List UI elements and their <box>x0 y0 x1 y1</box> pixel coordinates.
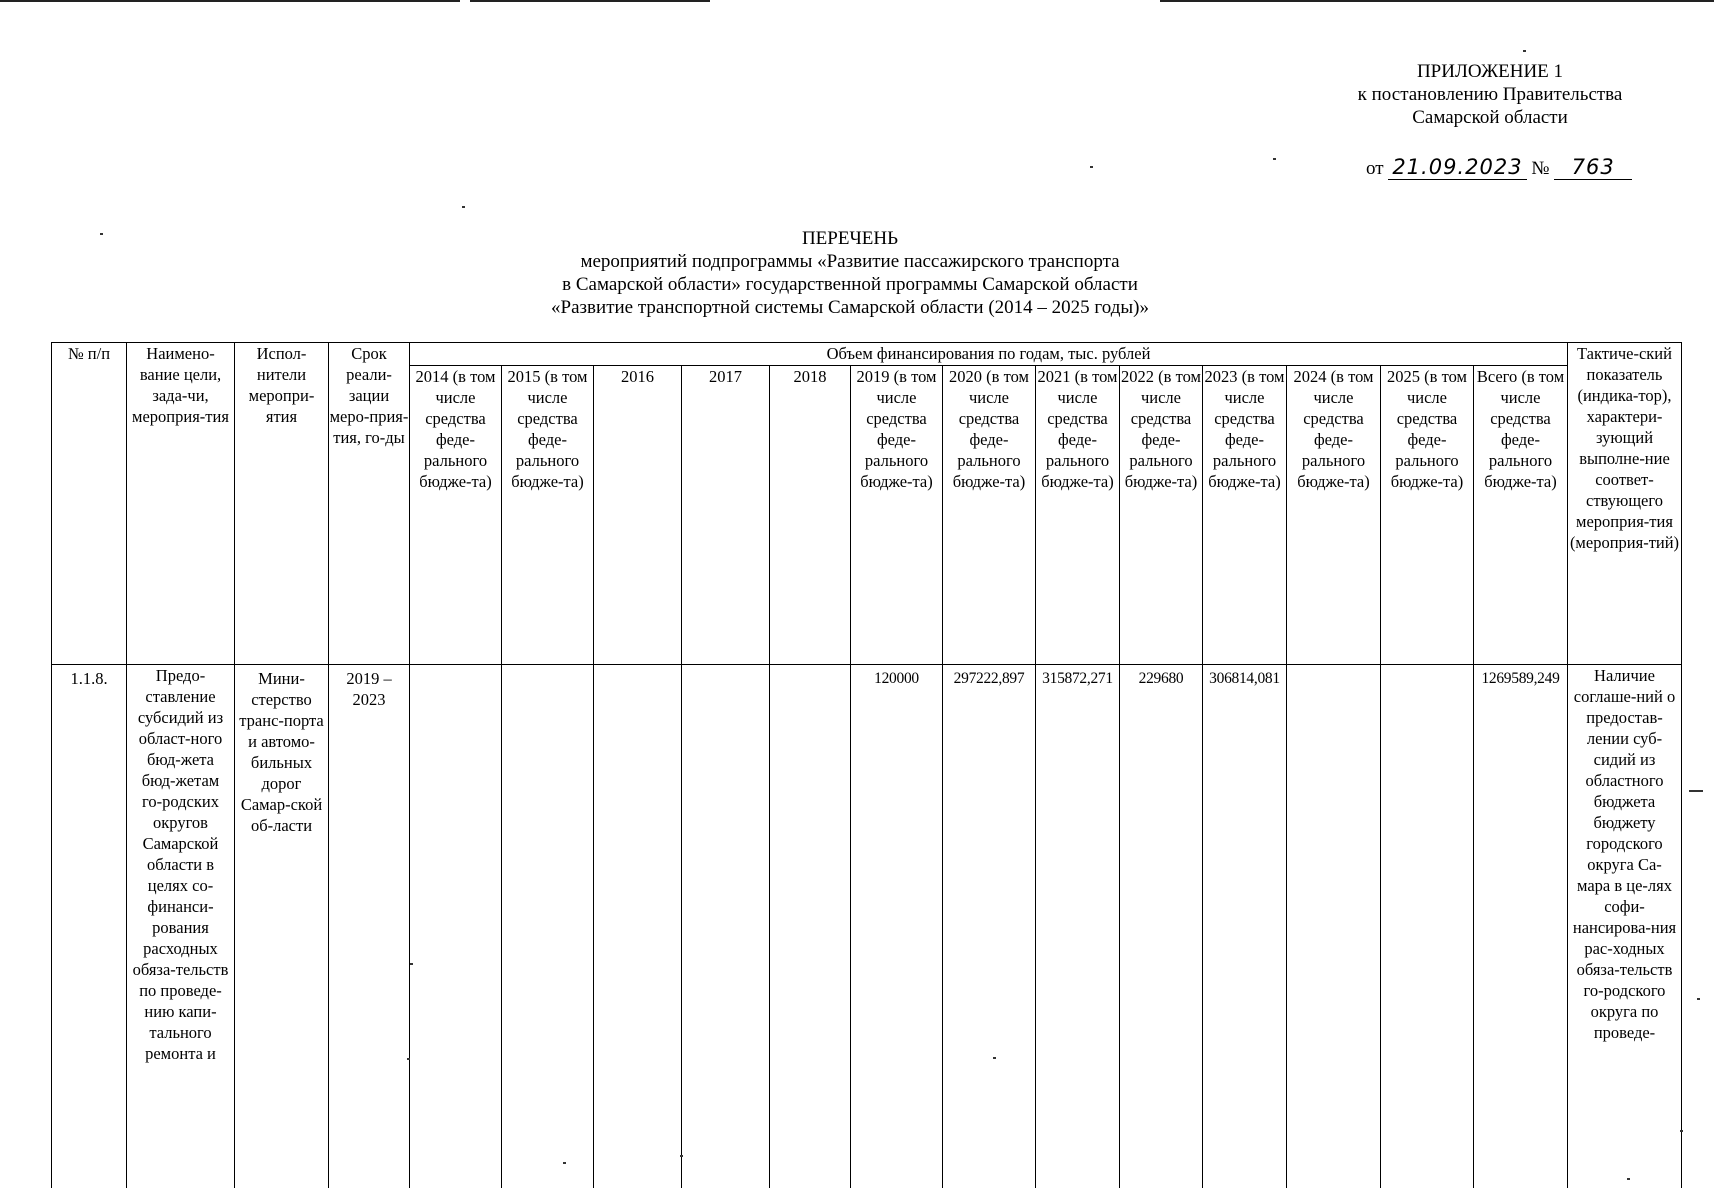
header-executors: Испол-нители меропри-ятия <box>235 343 329 665</box>
row-value-2022: 229680 <box>1120 665 1203 1189</box>
header-year-2019: 2019 (в том числе средства феде-рального бюдже-та) <box>851 366 943 665</box>
row-term: 2019 – 2023 <box>329 665 410 1189</box>
header-term: Срок реали-зации меро-прия-тия, го-ды <box>329 343 410 665</box>
header-year-2020: 2020 (в том числе средства феде-рального бюдже-та) <box>943 366 1036 665</box>
handwritten-number: 763 <box>1554 155 1632 180</box>
scan-speck <box>410 963 413 965</box>
row-value-2017 <box>682 665 770 1189</box>
scan-edge-line <box>1160 0 1714 2</box>
row-value-2015 <box>502 665 594 1189</box>
scan-edge-line <box>0 0 460 2</box>
scan-speck <box>1627 1178 1630 1180</box>
appendix-region: Самарской области <box>1412 107 1568 128</box>
scan-speck <box>1090 166 1093 168</box>
appendix-block <box>1300 60 1680 129</box>
date-prefix: от <box>1366 158 1384 179</box>
scan-speck <box>1523 50 1526 52</box>
scan-speck <box>100 233 103 235</box>
header-year-2023: 2023 (в том числе средства феде-рального бюдже-та) <box>1203 366 1287 665</box>
row-value-2023: 306814,081 <box>1203 665 1287 1189</box>
row-value-2018 <box>770 665 851 1189</box>
header-year-2024: 2024 (в том числе средства феде-рального бюдже-та) <box>1287 366 1381 665</box>
header-total: Всего (в том числе средства феде-рального бюдже-та) <box>1474 366 1568 665</box>
scan-speck <box>993 1057 996 1059</box>
header-year-2014: 2014 (в том числе средства феде-рального бюдже-та) <box>410 366 502 665</box>
scan-speck <box>462 206 465 208</box>
resolution-reference <box>1366 155 1632 180</box>
row-value-2021: 315872,271 <box>1036 665 1120 1189</box>
scan-speck <box>1697 998 1700 1000</box>
scan-speck <box>680 1155 683 1157</box>
header-year-2016: 2016 <box>594 366 682 665</box>
scan-speck <box>563 1162 566 1164</box>
scan-edge-line <box>470 0 710 2</box>
row-value-2025 <box>1381 665 1474 1189</box>
title-line-4: «Развитие транспортной системы Самарской области (2014 – 2025 годы)» <box>551 297 1149 318</box>
number-sign: № <box>1531 158 1550 179</box>
row-executors: Мини-стерство транс-порта и автомо-бильных дорог Самар-ской об-ласти <box>235 665 329 1189</box>
appendix-title: ПРИЛОЖЕНИЕ 1 <box>1416 61 1564 82</box>
title-line-3: в Самарской области» государственной программы Самарской области <box>562 274 1138 295</box>
header-year-2022: 2022 (в том числе средства феде-рального бюдже-та) <box>1120 366 1203 665</box>
row-value-2024 <box>1287 665 1381 1189</box>
scan-speck <box>1273 158 1276 160</box>
header-name: Наимено-вание цели, зада-чи, мероприя-тия <box>127 343 235 665</box>
header-year-2018: 2018 <box>770 366 851 665</box>
row-value-2014 <box>410 665 502 1189</box>
appendix-resolution: к постановлению Правительства <box>1357 84 1623 105</box>
header-indicator: Тактиче-ский показатель (индика-тор), характери-зующий выполне-ние соответ-ствующего мероприя-тия (мероприя-тий) <box>1568 343 1682 665</box>
row-value-total: 1269589,249 <box>1474 665 1568 1189</box>
header-financing: Объем финансирования по годам, тыс. рублей <box>410 343 1568 366</box>
row-indicator: Наличие соглаше-ний о предостав-лении суб-сидий из областного бюджета бюджету городского округа Са-мара в це-лях софи-нансирова-ния рас-ходных обяза-тельств го-родского округа по проведе- <box>1568 665 1682 1189</box>
row-num: 1.1.8. <box>52 665 127 1189</box>
row-value-2020: 297222,897 <box>943 665 1036 1189</box>
header-year-2017: 2017 <box>682 366 770 665</box>
scan-speck <box>1689 790 1703 792</box>
header-year-2015: 2015 (в том числе средства феде-рального бюдже-та) <box>502 366 594 665</box>
row-name: Предо-ставление субсидий из област-ного бюд-жета бюд-жетам го-родских округов Самарской области в целях со-финанси-рования расходных обяза-тельств по проведе-нию капи-тального ремонта и <box>127 665 235 1189</box>
document-title <box>420 227 1280 319</box>
title-line-2: мероприятий подпрограммы «Развитие пассажирского транспорта <box>580 251 1120 272</box>
header-year-2025: 2025 (в том числе средства феде-рального бюдже-та) <box>1381 366 1474 665</box>
scan-speck <box>407 1058 410 1060</box>
header-num: № п/п <box>52 343 127 665</box>
row-value-2019: 120000 <box>851 665 943 1189</box>
scan-speck <box>1680 1130 1683 1132</box>
handwritten-date: 21.09.2023 <box>1388 155 1526 180</box>
title-heading: ПЕРЕЧЕНЬ <box>801 228 899 249</box>
table-row <box>52 665 1682 1189</box>
measures-table <box>51 342 1682 1188</box>
row-value-2016 <box>594 665 682 1189</box>
header-year-2021: 2021 (в том числе средства феде-рального бюдже-та) <box>1036 366 1120 665</box>
